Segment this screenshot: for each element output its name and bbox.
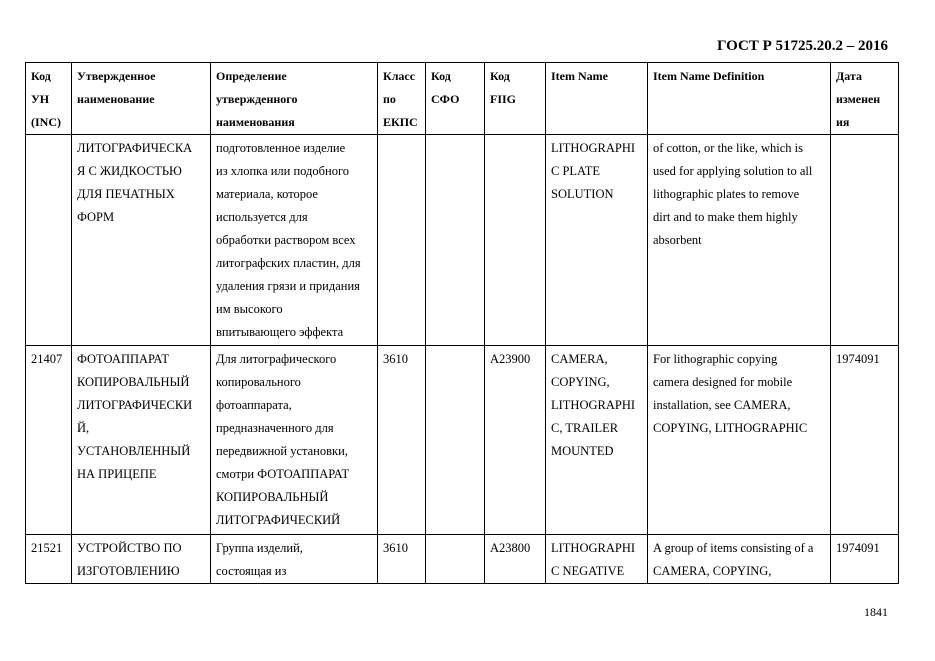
column-header-line: Дата — [836, 69, 862, 83]
cell-line: SOLUTION — [551, 187, 614, 201]
column-header-line: ЕКПС — [383, 115, 418, 129]
cell-line: удаления грязи и придания — [216, 279, 360, 293]
cell-line: состоящая из — [216, 564, 287, 578]
cell-fiig — [485, 135, 546, 346]
cell-fiig: A23800 — [485, 535, 546, 584]
column-header-item-name — [546, 63, 648, 135]
column-header-date — [831, 63, 899, 135]
cell-inc: 21521 — [26, 535, 72, 584]
cell-definition — [211, 535, 378, 584]
cell-line: ЛИТОГРАФИЧЕСКИЙ — [216, 513, 341, 527]
cell-item-definition — [648, 535, 831, 584]
cell-line: УСТРОЙСТВО ПО — [77, 541, 182, 555]
cell-name — [72, 535, 211, 584]
cell-line: For lithographic copying — [653, 352, 778, 366]
column-header-line: наименование — [77, 92, 155, 106]
cell-line: Для литографического — [216, 352, 337, 366]
column-header-line: Определение — [216, 69, 287, 83]
document-standard-header: ГОСТ Р 51725.20.2 – 2016 — [716, 38, 888, 54]
cell-line: C, TRAILER — [551, 421, 619, 435]
cell-line: смотри ФОТОАППАРАТ — [216, 467, 350, 481]
cell-line: ЛИТОГРАФИЧЕСКА — [77, 141, 193, 155]
cell-line: LITHOGRAPHI — [551, 398, 636, 412]
cell-line: фотоаппарата, — [216, 398, 292, 412]
cell-line: LITHOGRAPHI — [551, 141, 636, 155]
column-header-line: ия — [836, 115, 850, 129]
cell-line: копировального — [216, 375, 301, 389]
cell-line: LITHOGRAPHI — [551, 541, 636, 555]
cell-line: им высокого — [216, 302, 283, 316]
cell-line: C NEGATIVE — [551, 564, 625, 578]
cell-line: CAMERA, — [551, 352, 608, 366]
cell-line: used for applying solution to all — [653, 164, 813, 178]
column-header-fiig — [485, 63, 546, 135]
cell-line: absorbent — [653, 233, 702, 247]
cell-line: installation, see CAMERA, — [653, 398, 791, 412]
cell-line: C PLATE — [551, 164, 600, 178]
cell-line: ИЗГОТОВЛЕНИЮ — [77, 564, 180, 578]
cell-line: из хлопка или подобного — [216, 164, 350, 178]
cell-line: ЛИТОГРАФИЧЕСКИ — [77, 398, 193, 412]
column-header-line: FIIG — [490, 92, 517, 106]
column-header-item-definition — [648, 63, 831, 135]
column-header-line: Item Name Definition — [653, 69, 765, 83]
cell-line: dirt and to make them highly — [653, 210, 798, 224]
table-row — [26, 535, 899, 584]
cell-line: подготовленное изделие — [216, 141, 346, 155]
cell-line: lithographic plates to remove — [653, 187, 800, 201]
cell-line: COPYING, LITHOGRAPHIC — [653, 421, 808, 435]
nomenclature-table — [25, 62, 899, 584]
cell-line: Й, — [77, 421, 90, 435]
cell-line: Я С ЖИДКОСТЬЮ — [77, 164, 182, 178]
cell-line: обработки раствором всех — [216, 233, 356, 247]
cell-line: используется для — [216, 210, 308, 224]
cell-line: КОПИРОВАЛЬНЫЙ — [77, 375, 190, 389]
column-header-line: утвержденного — [216, 92, 298, 106]
cell-sfo — [426, 535, 485, 584]
cell-item-definition — [648, 135, 831, 346]
column-header-name — [72, 63, 211, 135]
column-header-line: по — [383, 92, 396, 106]
column-header-line: Код — [31, 69, 51, 83]
cell-line: передвижной установки, — [216, 444, 348, 458]
cell-date — [831, 135, 899, 346]
cell-line: Группа изделий, — [216, 541, 303, 555]
column-header-line: (INC) — [31, 115, 61, 129]
cell-line: УСТАНОВЛЕННЫЙ — [77, 444, 191, 458]
cell-line: ФОРМ — [77, 210, 115, 224]
column-header-line: Класс — [383, 69, 416, 83]
column-header-definition — [211, 63, 378, 135]
cell-sfo — [426, 346, 485, 535]
cell-definition — [211, 135, 378, 346]
cell-line: CAMERA, COPYING, — [653, 564, 772, 578]
page-number: 1841 — [864, 605, 888, 619]
cell-line: of cotton, or the like, which is — [653, 141, 803, 155]
column-header-line: СФО — [431, 92, 460, 106]
cell-item-name — [546, 135, 648, 346]
cell-line: предназначенного для — [216, 421, 334, 435]
cell-class: 3610 — [378, 535, 426, 584]
table-body — [26, 135, 899, 584]
cell-date: 1974091 — [831, 346, 899, 535]
table-row — [26, 135, 899, 346]
cell-name — [72, 135, 211, 346]
cell-line: ФОТОАППАРАТ — [77, 352, 169, 366]
column-header-line: УН — [31, 92, 50, 106]
cell-line: материала, которое — [216, 187, 318, 201]
table-header-row — [26, 63, 899, 135]
column-header-line: Код — [431, 69, 451, 83]
cell-line: впитывающего эффекта — [216, 325, 344, 339]
column-header-sfo — [426, 63, 485, 135]
cell-line: camera designed for mobile — [653, 375, 793, 389]
column-header-class — [378, 63, 426, 135]
cell-date: 1974091 — [831, 535, 899, 584]
column-header-line: Утвержденное — [77, 69, 156, 83]
cell-line: литографских пластин, для — [216, 256, 361, 270]
column-header-line: изменен — [836, 92, 881, 106]
cell-item-definition — [648, 346, 831, 535]
cell-definition — [211, 346, 378, 535]
cell-fiig: A23900 — [485, 346, 546, 535]
cell-item-name — [546, 346, 648, 535]
column-header-line: Item Name — [551, 69, 608, 83]
cell-line: НА ПРИЦЕПЕ — [77, 467, 157, 481]
table-row — [26, 346, 899, 535]
cell-inc — [26, 135, 72, 346]
column-header-line: Код — [490, 69, 510, 83]
cell-name — [72, 346, 211, 535]
cell-class — [378, 135, 426, 346]
cell-line: КОПИРОВАЛЬНЫЙ — [216, 490, 329, 504]
cell-line: MOUNTED — [551, 444, 614, 458]
column-header-inc — [26, 63, 72, 135]
cell-sfo — [426, 135, 485, 346]
column-header-line: наименования — [216, 115, 295, 129]
cell-item-name — [546, 535, 648, 584]
cell-line: ДЛЯ ПЕЧАТНЫХ — [77, 187, 175, 201]
cell-line: COPYING, — [551, 375, 610, 389]
cell-line: A group of items consisting of a — [653, 541, 814, 555]
cell-class: 3610 — [378, 346, 426, 535]
cell-inc: 21407 — [26, 346, 72, 535]
